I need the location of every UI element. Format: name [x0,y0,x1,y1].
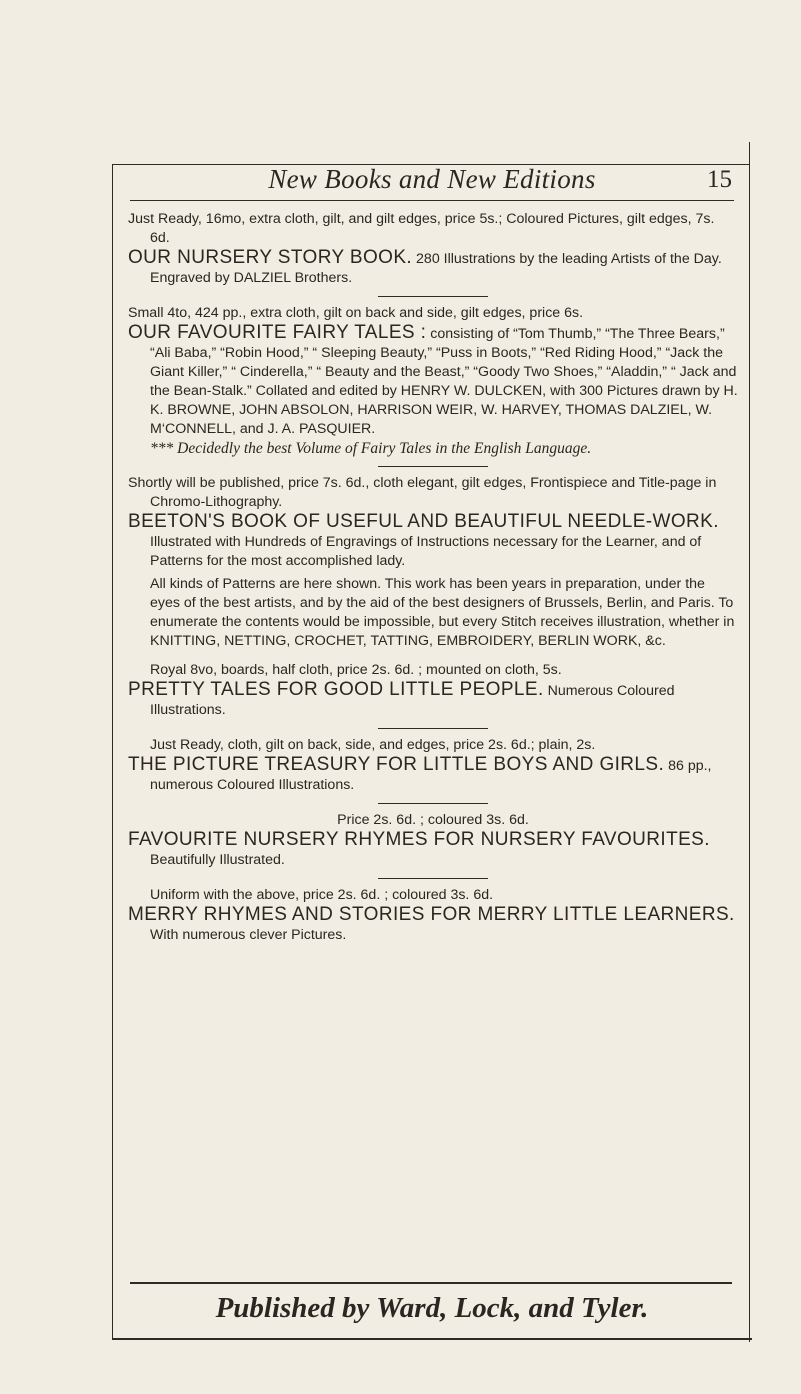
divider [378,878,488,879]
advert-entry [128,661,738,720]
advert-entry [128,304,738,458]
entry-title: PRETTY TALES FOR GOOD LITTLE PEOPLE. [128,679,544,700]
entry-body-extra: All kinds of Patterns are here shown. This work has been years in preparation, under the eyes of the best artists, and by the aid of the best designers of Brussels, Berlin, and Paris. To enumerate the contents would be impossible, but every Stitch receives illustration, whether in KNITTING, NETTING, CROCHET, TATTING, EMBROIDERY, BERLIN WORK, &c. [150,576,735,649]
advert-list [128,210,738,945]
entry-intro: Uniform with the above, price 2s. 6d. ; coloured 3s. 6d. [150,887,494,903]
entry-title: OUR FAVOURITE FAIRY TALES : [128,322,427,343]
entry-title: OUR NURSERY STORY BOOK. [128,247,413,268]
entry-body: 280 Illustrations by the leading Artists of the Day. Engraved by DALZIEL Brothers. [150,251,722,286]
entry-body: 86 pp., numerous Coloured Illustrations. [150,758,712,793]
running-title: New Books and New Editions [268,164,596,194]
advert-entry [128,811,738,870]
divider [378,728,488,729]
frame-bottom-rule [112,1338,752,1340]
entry-body: Beautifully Illustrated. [150,852,285,868]
entry-intro: Shortly will be published, price 7s. 6d., cloth elegant, gilt edges, Frontispiece and Title-page in Chromo-Lithography. [128,475,717,510]
divider [378,466,488,467]
frame-left-rule [112,164,113,1339]
entry-body: With numerous clever Pictures. [150,927,347,943]
advert-entry [128,474,738,651]
book-page [112,142,752,1392]
advert-entry [128,736,738,795]
entry-title: MERRY RHYMES AND STORIES FOR MERRY LITTLE LEARNERS. [128,904,735,925]
entry-text [128,905,738,945]
entry-title: BEETON'S BOOK OF USEFUL AND BEAUTIFUL NEEDLE-WORK. [128,511,719,532]
page-header [112,164,752,202]
entry-text [128,755,738,795]
advert-entry [128,886,738,945]
entry-body: consisting of “Tom Thumb,” “The Three Bears,” “Ali Baba,” “Robin Hood,” “ Sleeping Beauty,” “Puss in Boots,” “Red Riding Hood,” “Jack the Giant Killer,” “ Cinderella,” “ Beauty and the Beast,” “Goody Two Shoes,” “Aladdin,” “ Jack and the Bean-Stalk.” Collated and edited by HENRY W. DULCKEN, with 300 Pictures drawn by H. K. BROWNE, JOHN ABSOLON, HARRISON WEIR, W. HARVEY, THOMAS DALZIEL, W. M‘CONNELL, and J. A. PASQUIER. [150,326,738,437]
footer-rule [130,1282,732,1284]
entry-text [128,323,738,439]
advert-entry [128,210,738,288]
entry-body: Illustrated with Hundreds of Engravings of Instructions necessary for the Learner, and of Patterns for the most accomplished lady. [150,534,702,569]
entry-intro: Just Ready, 16mo, extra cloth, gilt, and gilt edges, price 5s.; Coloured Pictures, gilt edges, 7s. 6d. [128,211,715,246]
frame-right-rule [749,142,750,1342]
entry-intro: Small 4to, 424 pp., extra cloth, gilt on back and side, gilt edges, price 6s. [128,305,584,321]
entry-intro: Royal 8vo, boards, half cloth, price 2s. 6d. ; mounted on cloth, 5s. [150,662,562,678]
entry-intro: Price 2s. 6d. ; coloured 3s. 6d. [337,812,529,828]
entry-text [128,830,738,870]
header-rule [130,200,734,201]
publisher-imprint: Published by Ward, Lock, and Tyler. [215,1292,649,1324]
divider [378,803,488,804]
divider [378,296,488,297]
entry-text [128,248,738,288]
entry-note: *** Decidedly the best Volume of Fairy Tales in the English Language. [150,440,592,457]
entry-title: THE PICTURE TREASURY FOR LITTLE BOYS AND GIRLS. [128,754,665,775]
entry-body: Numerous Coloured Illustrations. [150,683,675,718]
page-number: 15 [707,166,732,193]
entry-intro: Just Ready, cloth, gilt on back, side, and edges, price 2s. 6d.; plain, 2s. [150,737,596,753]
entry-title: FAVOURITE NURSERY RHYMES FOR NURSERY FAVOURITES. [128,829,710,850]
entry-text [128,680,738,720]
entry-text [128,512,738,571]
